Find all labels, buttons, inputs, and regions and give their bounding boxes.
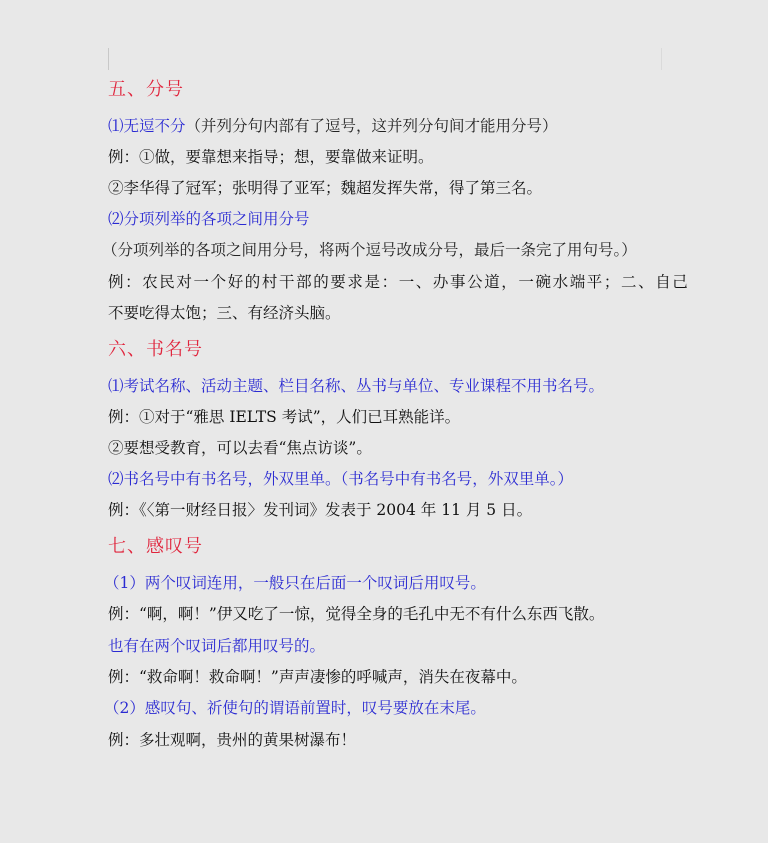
section-heading-semicolon: 五、分号: [108, 79, 184, 100]
example-line: ②李华得了冠军；张明得了亚军；魏超发挥失常，得了第三名。: [108, 179, 543, 197]
left-margin-mark: [108, 48, 109, 70]
rule-line: ⑵分项列举的各项之间用分号: [108, 210, 310, 228]
rule-line: 也有在两个叹词后都用叹号的。: [108, 637, 326, 655]
rule-line: ⑴考试名称、活动主题、栏目名称、丛书与单位、专业课程不用书名号。: [108, 377, 605, 395]
example-line: 例：①做，要靠想来指导；想，要靠做来证明。: [108, 148, 434, 166]
example-line: 例：“救命啊！救命啊！”声声凄惨的呼喊声，消失在夜幕中。: [108, 668, 527, 686]
example-line: ②要想受教育，可以去看“焦点访谈”。: [108, 439, 372, 457]
rule-text: ⑴无逗不分: [108, 117, 186, 135]
section-heading-book-title-marks: 六、书名号: [108, 339, 203, 360]
right-margin-mark: [661, 48, 662, 70]
rule-note: （并列分句内部有了逗号，这并列分句间才能用分号）: [185, 117, 558, 135]
rule-line: （1）两个叹词连用，一般只在后面一个叹词后用叹号。: [104, 574, 486, 592]
example-line: 不要吃得太饱；三、有经济头脑。: [108, 304, 341, 322]
example-line: 例：农民对一个好的村干部的要求是：一、办事公道，一碗水端平；二、自己: [108, 273, 690, 291]
rule-line: （2）感叹句、祈使句的谓语前置时，叹号要放在末尾。: [104, 699, 486, 717]
example-line: 例：“啊，啊！”伊又吃了一惊，觉得全身的毛孔中无不有什么东西飞散。: [108, 605, 605, 623]
rule-line: ⑵书名号中有书名号，外双里单。（书名号中有书名号，外双里单。）: [108, 470, 574, 488]
example-line: 例：《〈第一财经日报〉发刊词》发表于 2004 年 11 月 5 日。: [108, 501, 533, 519]
example-line: 例：①对于“雅思 IELTS 考试”，人们已耳熟能详。: [108, 408, 461, 426]
note-line: （分项列举的各项之间用分号，将两个逗号改成分号，最后一条完了用句号。）: [102, 241, 637, 259]
section-heading-exclamation: 七、感叹号: [108, 536, 203, 557]
rule-line: [108, 116, 558, 136]
example-line: 例：多壮观啊，贵州的黄果树瀑布！: [108, 731, 357, 749]
